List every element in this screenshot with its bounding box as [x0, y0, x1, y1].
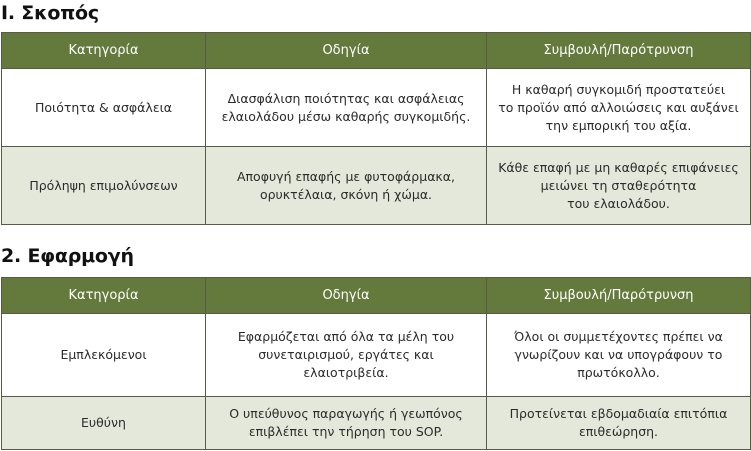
- cell-category: Ευθύνη: [2, 397, 206, 450]
- header-instruction: Οδηγία: [206, 33, 487, 69]
- table-row: [2, 69, 751, 147]
- header-category: Κατηγορία: [2, 33, 206, 69]
- cell-category: Εμπλεκόμενοι: [2, 314, 206, 397]
- header-instruction: Οδηγία: [206, 278, 487, 314]
- table-row: [2, 147, 751, 225]
- cell-advice: Η καθαρή συγκομιδή προστατεύει το προϊόν από αλλοιώσεις και αυξάνει την εμπορική του αξία.: [487, 69, 751, 147]
- table-row: [2, 314, 751, 397]
- purpose-table: [1, 32, 751, 225]
- table-row: [2, 397, 751, 450]
- cell-instruction: Εφαρμόζεται από όλα τα μέλη του συνεταιρισμού, εργάτες και ελαιοτριβεία.: [206, 314, 487, 397]
- header-category: Κατηγορία: [2, 278, 206, 314]
- cell-instruction: Ο υπεύθυνος παραγωγής ή γεωπόνος επιβλέπει την τήρηση του SOP.: [206, 397, 487, 450]
- section-title-application: 2. Εφαρμογή: [1, 245, 134, 267]
- cell-instruction: Διασφάλιση ποιότητας και ασφάλειας ελαιολάδου μέσω καθαρής συγκομιδής.: [206, 69, 487, 147]
- cell-advice: Όλοι οι συμμετέχοντες πρέπει να γνωρίζουν και να υπογράφουν το πρωτόκολλο.: [487, 314, 751, 397]
- cell-advice: Προτείνεται εβδομαδιαία επιτόπια επιθεώρηση.: [487, 397, 751, 450]
- cell-category: Πρόληψη επιμολύνσεων: [2, 147, 206, 225]
- cell-instruction: Αποφυγή επαφής με φυτοφάρμακα, ορυκτέλαια, σκόνη ή χώμα.: [206, 147, 487, 225]
- section-title-purpose: Ι. Σκοπός: [1, 2, 99, 24]
- cell-category: Ποιότητα & ασφάλεια: [2, 69, 206, 147]
- application-table: [1, 277, 751, 450]
- header-advice: Συμβουλή/Παρότρυνση: [487, 33, 751, 69]
- table-header-row: [2, 278, 751, 314]
- table-header-row: [2, 33, 751, 69]
- cell-advice: Κάθε επαφή με μη καθαρές επιφάνειες μειώνει τη σταθερότητα του ελαιολάδου.: [487, 147, 751, 225]
- header-advice: Συμβουλή/Παρότρυνση: [487, 278, 751, 314]
